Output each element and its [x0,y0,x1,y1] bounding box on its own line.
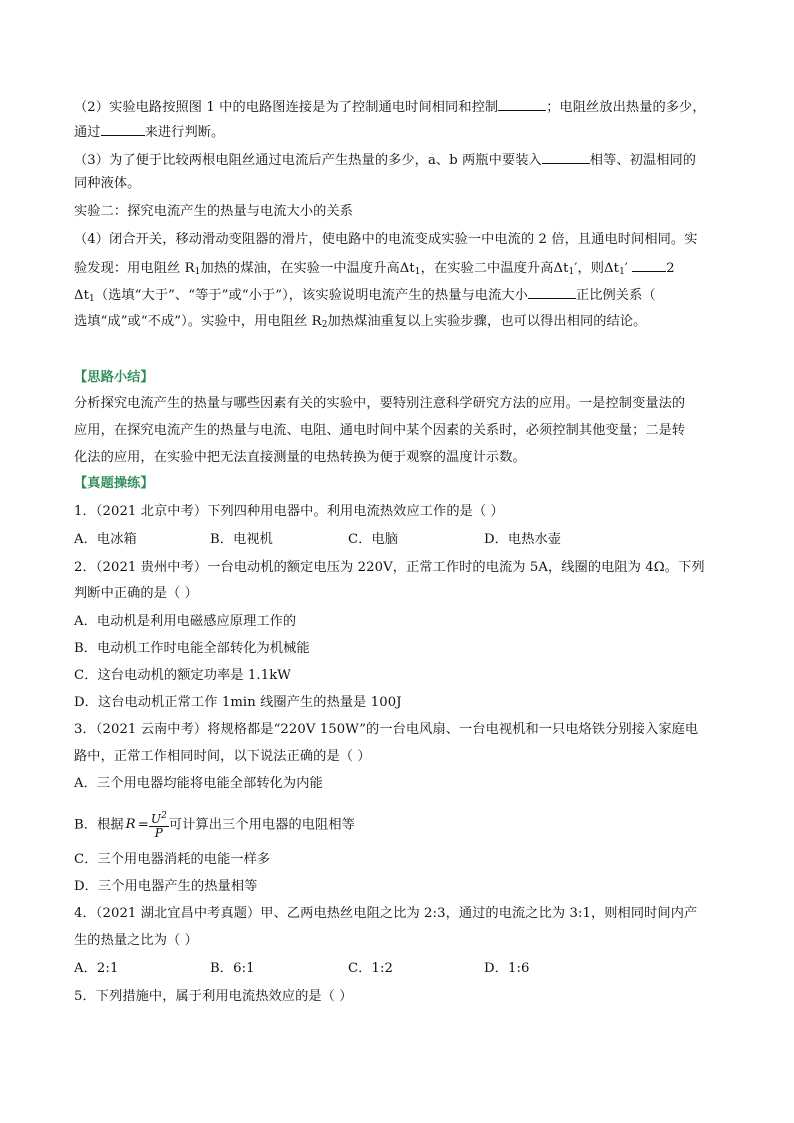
question-4-line-3 [74,284,742,309]
question-3-text: 相等、初温相同的 [589,153,697,168]
summary-line-3 [74,448,742,467]
practice-q2-stem-1 [74,558,742,577]
question-stem: 5．下列措施中，属于利用电流热效应的是（ ） [74,989,353,1004]
question-4-text: Δt [74,288,90,303]
option-a[interactable]: A．电动机是利用电磁感应原理工作的 [74,614,297,629]
question-4-text: ′，则Δt [574,261,620,276]
question-2-text: （2）实验电路按照图 1 中的电路图连接是为了控制通电时间相同和控制 [74,100,499,115]
formula-r-symbol: R [125,817,136,832]
answer-blank [528,284,576,299]
practice-q2-stem-2 [74,584,742,603]
question-4-text: ′ [624,261,628,276]
question-4-text: 验发现：用电阻丝 R [74,261,195,276]
subscript: 1 [89,294,95,304]
question-stem: 判断中正确的是（ ） [74,586,198,601]
option-b[interactable]: B．6:1 [210,961,255,976]
option-d[interactable]: D．这台电动机正常工作 1min 线圈产生的热量是 100J [74,695,402,710]
summary-line-1 [74,394,742,413]
superscript: 2 [161,811,167,821]
practice-q1-stem [74,502,742,521]
formula-equals: = [137,817,149,833]
practice-q2-option-a[interactable] [74,612,742,631]
practice-q2-option-d[interactable] [74,693,742,712]
option-c[interactable]: C．电脑 [348,532,399,547]
option-b-text: B．根据 [74,817,124,833]
practice-q3-option-c[interactable] [74,850,742,869]
option-a[interactable]: A．三个用电器均能将电能全部转化为内能 [74,776,323,791]
option-c[interactable]: C．1:2 [348,961,394,976]
question-4-text: （选填“大于”、“等于”或“小于”），该实验说明电流产生的热量与电流大小 [94,288,528,303]
question-4-line-2 [74,257,742,282]
question-3-text: （3）为了便于比较两根电阻丝通过电流后产生热量的多少，a、b 两瓶中要装入 [74,153,542,168]
question-stem: 2．（2021 贵州中考）一台电动机的额定电压为 220V，正常工作时的电流为 5A，线圈的电阻为 4Ω。下列 [74,560,705,575]
question-4-line-1 [74,230,742,249]
numerator-symbol: U [150,812,162,826]
option-d[interactable]: D．电热水壶 [484,532,562,547]
fraction-numerator [149,810,169,827]
option-c[interactable]: C．这台电动机的额定功率是 1.1kW [74,668,291,683]
fraction [149,810,169,840]
practice-q2-option-c[interactable] [74,666,742,685]
question-3-line-1 [74,149,742,170]
question-4-text: 加热煤油重复以上实验步骤，也可以得出相同的结论。 [327,314,647,329]
practice-q2-option-b[interactable] [74,639,742,658]
question-4-text: 加热的煤油，在实验一中温度升高Δt [200,261,415,276]
question-2-text: 通过 [74,125,101,140]
summary-heading-text: 【思路小结】 [74,370,154,385]
practice-heading [74,474,742,493]
question-2-text: 来进行判断。 [144,125,225,140]
question-stem: 3．（2021 云南中考）将规格都是“220V 150W”的一台电风扇、一台电视机和一只电烙铁分别接入家庭电 [74,722,699,737]
answer-blank [498,96,546,111]
practice-q5-stem [74,987,742,1006]
question-4-text: ，在实验二中温度升高Δt [420,261,569,276]
subscript: 1 [414,267,421,277]
summary-text: 应用，在探究电流产生的热量与电流、电阻、通电时间中某个因素的关系时，必须控制其他变量；二是转 [74,423,686,438]
practice-q3-option-a[interactable] [74,774,742,793]
question-stem: 4．（2021 湖北宜昌中考真题）甲、乙两电热丝电阻之比为 2:3，通过的电流之比为 3:1，则相同时间内产 [74,906,698,921]
summary-text: 分析探究电流产生的热量与哪些因素有关的实验中，要特别注意科学研究方法的应用。一是控制变量法的 [74,396,686,411]
fraction-denominator: P [154,826,163,840]
practice-heading-text: 【真题操练】 [74,476,154,491]
question-2-line-2 [74,121,742,142]
question-2-text: ；电阻丝放出热量的多少， [546,100,706,115]
answer-blank [542,149,590,164]
answer-blank [101,121,145,136]
experiment-2-title [74,202,742,221]
question-4-text: 2 [666,261,675,276]
option-b[interactable]: B．电视机 [210,532,273,547]
subscript: 1 [568,267,575,277]
subscript: 2 [321,320,328,330]
question-4-text: 正比例关系（ [575,288,656,303]
question-3-text: 同种液体。 [74,176,141,191]
practice-q3-option-b[interactable] [74,810,742,840]
practice-q3-stem-1 [74,720,742,739]
subscript: 1 [194,267,201,277]
question-4-text: （4）闭合开关，移动滑动变阻器的滑片，使电路中的电流变成实验一中电流的 2 倍，且通电时间相同。实 [74,232,698,247]
practice-q4-stem-1 [74,904,742,923]
option-a[interactable]: A．电冰箱 [74,532,137,547]
option-c[interactable]: C．三个用电器消耗的电能一样多 [74,852,271,867]
practice-q3-option-d[interactable] [74,877,742,896]
option-d[interactable]: D．1:6 [484,961,530,976]
formula-r [126,812,136,838]
answer-blank [632,257,666,272]
option-d[interactable]: D．三个用电器产生的热量相等 [74,879,258,894]
summary-heading [74,368,742,387]
experiment-2-title-text: 实验二：探究电流产生的热量与电流大小的关系 [74,204,354,219]
question-4-line-4 [74,312,742,335]
question-stem: 1．（2021 北京中考）下列四种用电器中。利用电流热效应工作的是（ ） [74,504,504,519]
practice-q3-stem-2 [74,747,742,766]
question-stem: 路中，正常工作相同时间，以下说法正确的是（ ） [74,749,371,764]
summary-text: 化法的应用，在实验中把无法直接测量的电热转换为便于观察的温度计示数。 [74,450,526,465]
question-3-line-2 [74,174,742,193]
option-b[interactable]: B．电动机工作时电能全部转化为机械能 [74,641,310,656]
subscript: 1 [619,267,625,277]
practice-q4-stem-2 [74,931,742,950]
question-stem: 生的热量之比为（ ） [74,933,198,948]
option-a[interactable]: A．2:1 [74,961,119,976]
question-2-line-1 [74,96,742,117]
summary-line-2 [74,421,742,440]
option-b-text: 可计算出三个用电器的电阻相等 [168,817,355,833]
question-4-text: 选填“成”或“不成”）。实验中，用电阻丝 R [74,314,322,329]
